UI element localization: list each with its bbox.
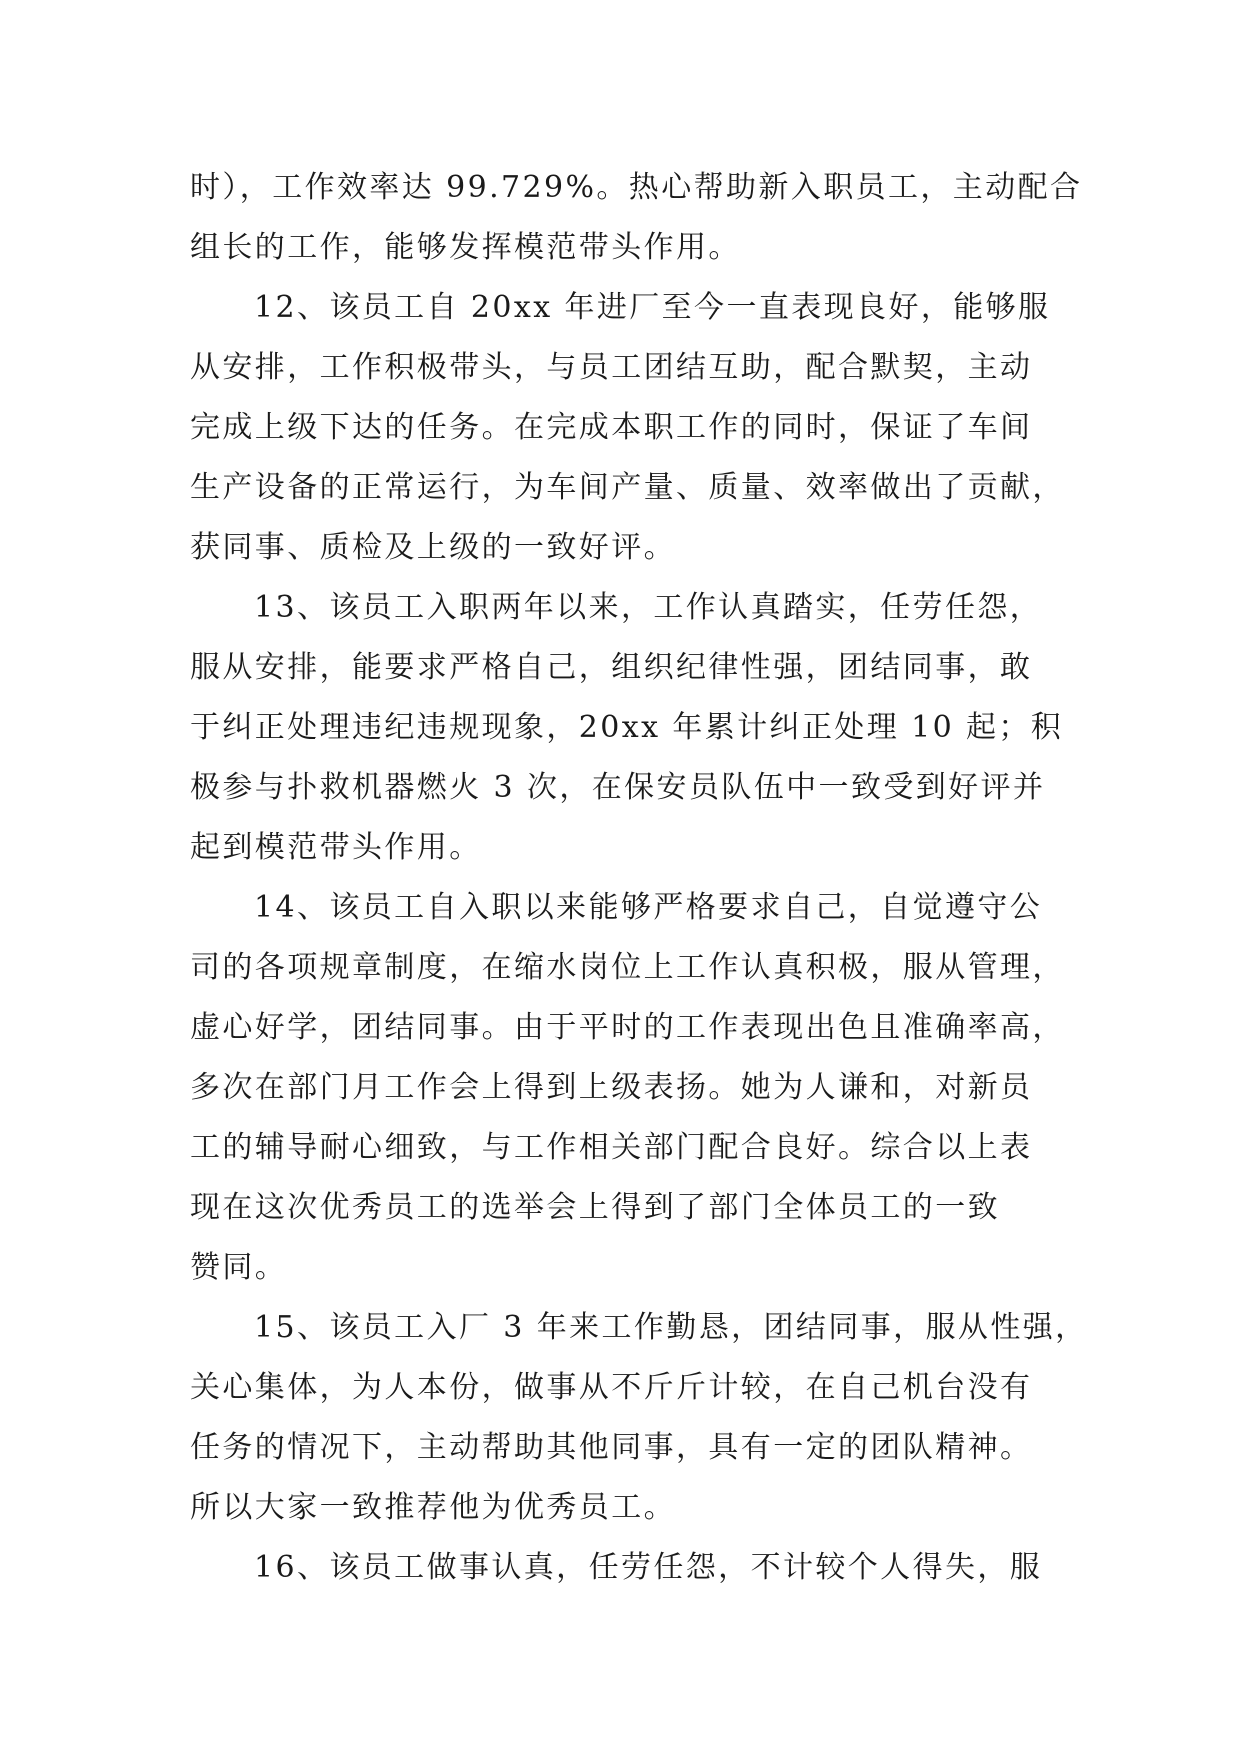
text-line: 工的辅导耐心细致，与工作相关部门配合良好。综合以上表 — [190, 1130, 1033, 1165]
text-line: 组长的工作，能够发挥模范带头作用。 — [190, 230, 741, 265]
text-line: 所以大家一致推荐他为优秀员工。 — [190, 1490, 676, 1525]
text-line: 现在这次优秀员工的选举会上得到了部门全体员工的一致 — [190, 1190, 1000, 1225]
text-line: 13、该员工入职两年以来，工作认真踏实，任劳任怨， — [254, 590, 1043, 625]
text-line: 赞同。 — [190, 1250, 288, 1285]
paragraph-item-16 — [190, 1538, 1060, 1598]
text-line: 于纠正处理违纪违规现象，20xx 年累计纠正处理 10 起；积 — [190, 710, 1064, 745]
paragraph-item-13 — [190, 578, 1064, 878]
text-line: 从安排，工作积极带头，与员工团结互助，配合默契，主动 — [190, 350, 1033, 385]
document-body — [190, 158, 1088, 1598]
text-line: 生产设备的正常运行，为车间产量、质量、效率做出了贡献， — [190, 470, 1065, 505]
text-line: 多次在部门月工作会上得到上级表扬。她为人谦和，对新员 — [190, 1070, 1033, 1105]
text-line: 起到模范带头作用。 — [190, 830, 482, 865]
text-line: 获同事、质检及上级的一致好评。 — [190, 530, 676, 565]
text-line: 司的各项规章制度，在缩水岗位上工作认真积极，服从管理， — [190, 950, 1065, 985]
text-line: 时），工作效率达 99.729%。热心帮助新入职员工，主动配合 — [190, 170, 1083, 205]
paragraph-continuation — [190, 158, 1083, 278]
paragraph-item-15 — [190, 1298, 1088, 1538]
text-line: 任务的情况下，主动帮助其他同事，具有一定的团队精神。 — [190, 1430, 1033, 1465]
text-line: 虚心好学，团结同事。由于平时的工作表现出色且准确率高， — [190, 1010, 1065, 1045]
text-line: 15、该员工入厂 3 年来工作勤恳，团结同事，服从性强， — [254, 1310, 1088, 1345]
text-line: 完成上级下达的任务。在完成本职工作的同时，保证了车间 — [190, 410, 1033, 445]
paragraph-item-14 — [190, 878, 1065, 1298]
paragraph-item-12 — [190, 278, 1065, 578]
text-line: 服从安排，能要求严格自己，组织纪律性强，团结同事，敢 — [190, 650, 1033, 685]
text-line: 极参与扑救机器燃火 3 次，在保安员队伍中一致受到好评并 — [190, 770, 1046, 805]
text-line: 16、该员工做事认真，任劳任怨，不计较个人得失，服 — [254, 1550, 1043, 1585]
text-line: 12、该员工自 20xx 年进厂至今一直表现良好，能够服 — [254, 290, 1051, 325]
text-line: 14、该员工自入职以来能够严格要求自己，自觉遵守公 — [254, 890, 1043, 925]
text-line: 关心集体，为人本份，做事从不斤斤计较，在自己机台没有 — [190, 1370, 1033, 1405]
